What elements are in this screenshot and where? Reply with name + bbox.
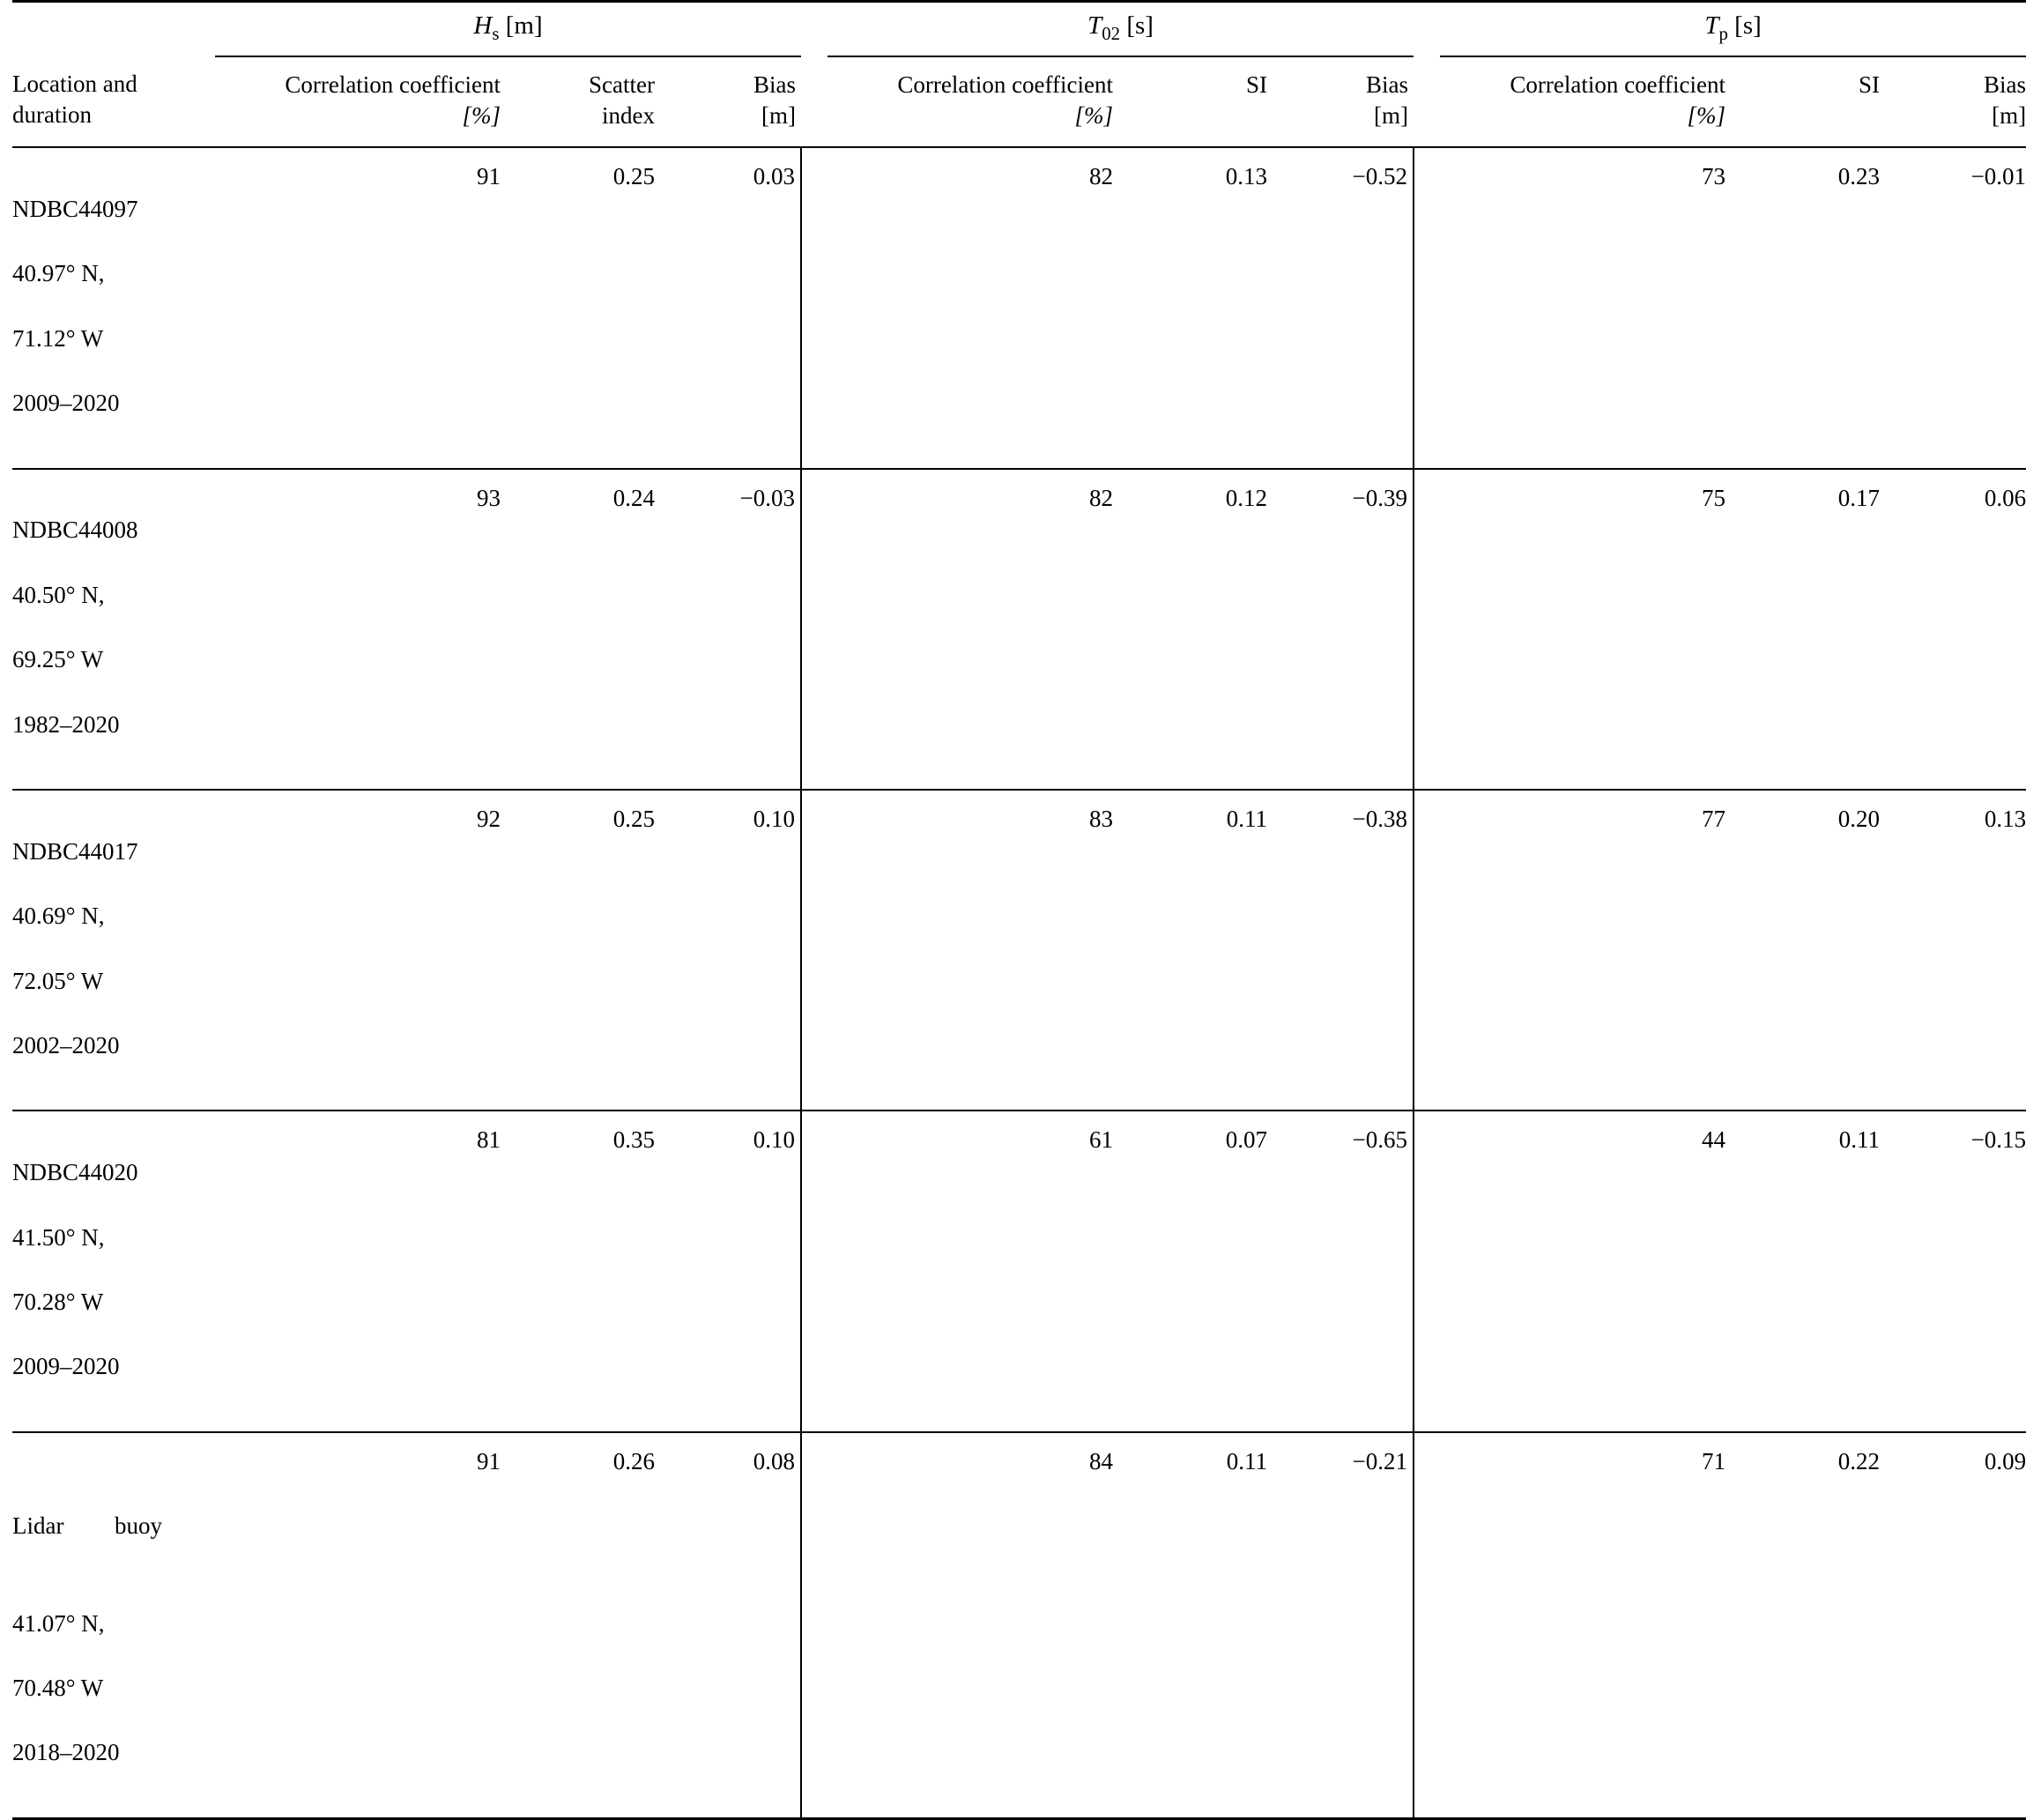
cell-tp-si: 0.23 xyxy=(1731,147,1885,468)
row-location xyxy=(12,1432,215,1818)
cell-tp-si: 0.22 xyxy=(1731,1432,1885,1818)
header-hs-bias xyxy=(660,56,801,147)
statistics-table xyxy=(12,0,2026,1820)
cell-tp-bias: 0.13 xyxy=(1885,790,2026,1111)
cell-hs-bias: 0.10 xyxy=(660,1111,801,1431)
row-sep-1 xyxy=(801,1111,827,1431)
header-tp-correlation xyxy=(1440,56,1731,147)
row-location xyxy=(12,1111,215,1431)
sub-sep-1 xyxy=(801,56,827,147)
row-duration: 2009–2020 xyxy=(12,390,120,417)
row-latitude: 40.50° N, xyxy=(12,581,105,608)
group-sep-1 xyxy=(801,2,827,56)
row-location xyxy=(12,469,215,790)
row-duration: 2018–2020 xyxy=(12,1739,120,1766)
header-tp-si xyxy=(1731,56,1885,147)
row-sep-1 xyxy=(801,1432,827,1818)
cell-hs-bias: 0.03 xyxy=(660,147,801,468)
cell-hs-bias: 0.08 xyxy=(660,1432,801,1818)
sub-header-row xyxy=(12,56,2026,147)
header-tp-si-label: SI xyxy=(1859,71,1881,98)
row-sep-2 xyxy=(1414,469,1440,790)
header-hs-bias-line2: [m] xyxy=(761,102,797,130)
row-station-word1: Lidar xyxy=(12,1512,64,1540)
header-t02-si-label: SI xyxy=(1246,71,1268,98)
group-sep-2 xyxy=(1414,2,1440,56)
cell-t02-si: 0.07 xyxy=(1118,1111,1273,1431)
row-latitude: 41.07° N, xyxy=(12,1609,105,1637)
group-label-t02: $T_{02}$ [s] xyxy=(1087,11,1154,44)
header-tp-bias-line1: Bias xyxy=(1984,71,2026,98)
row-station: NDBC44008 xyxy=(12,516,138,544)
row-sep-2 xyxy=(1414,1111,1440,1431)
cell-t02-bias: −0.38 xyxy=(1273,790,1414,1111)
header-t02-bias xyxy=(1273,56,1414,147)
row-sep-1 xyxy=(801,147,827,468)
row-location xyxy=(12,790,215,1111)
cell-tp-si: 0.11 xyxy=(1731,1111,1885,1431)
row-longitude: 70.48° W xyxy=(12,1674,104,1701)
cell-hs-si: 0.35 xyxy=(506,1111,660,1431)
cell-t02-cc: 61 xyxy=(827,1111,1118,1431)
cell-t02-si: 0.11 xyxy=(1118,790,1273,1111)
header-t02-bias-line1: Bias xyxy=(1366,71,1409,98)
row-latitude: 40.97° N, xyxy=(12,260,105,287)
header-tp-correlation-line2: [%] xyxy=(1687,102,1726,130)
cell-tp-cc: 44 xyxy=(1440,1111,1731,1431)
cell-hs-cc: 92 xyxy=(215,790,506,1111)
cell-t02-si: 0.12 xyxy=(1118,469,1273,790)
row-latitude: 41.50° N, xyxy=(12,1223,105,1251)
cell-hs-si: 0.26 xyxy=(506,1432,660,1818)
header-t02-correlation xyxy=(827,56,1118,147)
cell-t02-si: 0.13 xyxy=(1118,147,1273,468)
row-longitude: 70.28° W xyxy=(12,1289,104,1316)
cell-hs-cc: 81 xyxy=(215,1111,506,1431)
cell-tp-cc: 71 xyxy=(1440,1432,1731,1818)
cell-hs-cc: 91 xyxy=(215,147,506,468)
cell-t02-bias: −0.52 xyxy=(1273,147,1414,468)
row-sep-2 xyxy=(1414,790,1440,1111)
group-label-tp: $T_p$ [s] xyxy=(1704,11,1762,44)
row-location xyxy=(12,147,215,468)
row-station xyxy=(12,1478,215,1575)
header-hs-correlation xyxy=(215,56,506,147)
cell-hs-bias: −0.03 xyxy=(660,469,801,790)
group-header-t02 xyxy=(827,2,1414,56)
header-location-line2: duration xyxy=(12,101,92,129)
group-header-hs xyxy=(215,2,801,56)
cell-t02-bias: −0.65 xyxy=(1273,1111,1414,1431)
group-label-hs: $H_s$ [m] xyxy=(473,11,543,44)
row-duration: 2009–2020 xyxy=(12,1353,120,1380)
table-row xyxy=(12,1432,2026,1818)
header-t02-si xyxy=(1118,56,1273,147)
cell-tp-cc: 73 xyxy=(1440,147,1731,468)
cell-tp-cc: 75 xyxy=(1440,469,1731,790)
row-latitude: 40.69° N, xyxy=(12,903,105,930)
cell-t02-bias: −0.21 xyxy=(1273,1432,1414,1818)
row-station: NDBC44020 xyxy=(12,1159,138,1186)
header-t02-bias-line2: [m] xyxy=(1374,102,1409,130)
header-hs-scatter-line2: index xyxy=(602,102,655,130)
group-header-row xyxy=(12,2,2026,56)
row-duration: 2002–2020 xyxy=(12,1032,120,1059)
cell-tp-bias: 0.06 xyxy=(1885,469,2026,790)
row-station: NDBC44017 xyxy=(12,837,138,865)
header-hs-scatter-line1: Scatter xyxy=(589,71,655,98)
cell-tp-bias: 0.09 xyxy=(1885,1432,2026,1818)
cell-t02-cc: 82 xyxy=(827,469,1118,790)
header-hs-correlation-line2: [%] xyxy=(462,102,501,130)
header-hs-bias-line1: Bias xyxy=(753,71,797,98)
row-longitude: 69.25° W xyxy=(12,646,104,673)
row-longitude: 71.12° W xyxy=(12,324,104,352)
sub-sep-2 xyxy=(1414,56,1440,147)
table-row xyxy=(12,790,2026,1111)
header-tp-bias xyxy=(1885,56,2026,147)
row-station: NDBC44097 xyxy=(12,195,138,222)
header-location xyxy=(12,56,215,147)
cell-t02-bias: −0.39 xyxy=(1273,469,1414,790)
header-hs-scatter-index xyxy=(506,56,660,147)
table-row xyxy=(12,469,2026,790)
cell-tp-bias: −0.01 xyxy=(1885,147,2026,468)
cell-tp-si: 0.20 xyxy=(1731,790,1885,1111)
row-sep-1 xyxy=(801,790,827,1111)
header-hs-correlation-line1: Correlation coefficient xyxy=(285,71,501,98)
group-header-blank xyxy=(12,2,215,56)
cell-t02-si: 0.11 xyxy=(1118,1432,1273,1818)
row-sep-2 xyxy=(1414,147,1440,468)
row-longitude: 72.05° W xyxy=(12,967,104,994)
cell-hs-si: 0.25 xyxy=(506,790,660,1111)
cell-tp-bias: −0.15 xyxy=(1885,1111,2026,1431)
cell-hs-cc: 93 xyxy=(215,469,506,790)
cell-t02-cc: 82 xyxy=(827,147,1118,468)
header-t02-correlation-line2: [%] xyxy=(1074,102,1114,130)
cell-hs-si: 0.24 xyxy=(506,469,660,790)
cell-hs-cc: 91 xyxy=(215,1432,506,1818)
row-sep-2 xyxy=(1414,1432,1440,1818)
row-sep-1 xyxy=(801,469,827,790)
group-header-tp xyxy=(1440,2,2026,56)
row-station-word2: buoy xyxy=(115,1512,162,1540)
header-t02-correlation-line1: Correlation coefficient xyxy=(897,71,1114,98)
cell-tp-cc: 77 xyxy=(1440,790,1731,1111)
header-tp-correlation-line1: Correlation coefficient xyxy=(1510,71,1726,98)
header-tp-bias-line2: [m] xyxy=(1992,102,2026,130)
cell-hs-si: 0.25 xyxy=(506,147,660,468)
header-location-line1: Location and xyxy=(12,70,137,97)
cell-t02-cc: 84 xyxy=(827,1432,1118,1818)
cell-t02-cc: 83 xyxy=(827,790,1118,1111)
cell-hs-bias: 0.10 xyxy=(660,790,801,1111)
table-row xyxy=(12,1111,2026,1431)
cell-tp-si: 0.17 xyxy=(1731,469,1885,790)
row-duration: 1982–2020 xyxy=(12,710,120,738)
table-row xyxy=(12,147,2026,468)
